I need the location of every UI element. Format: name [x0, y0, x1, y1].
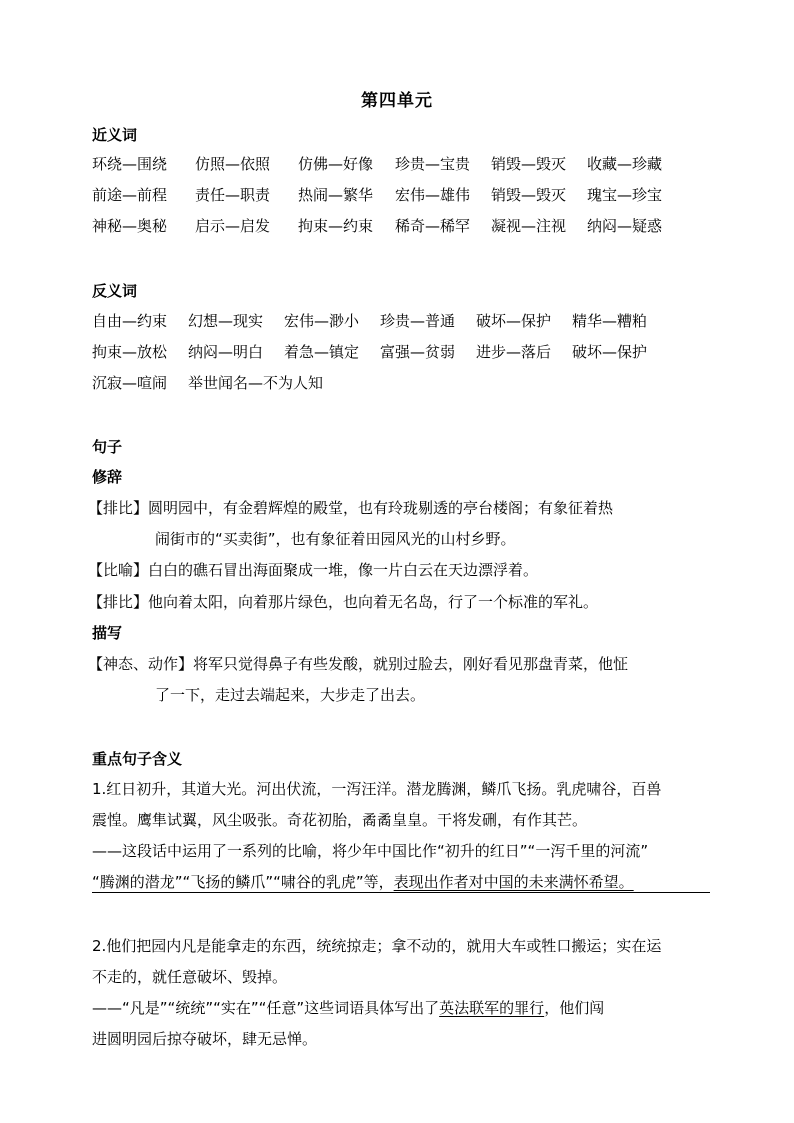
sentences-heading: 句子	[92, 438, 123, 456]
word-pair: 神秘—奥秘	[92, 217, 168, 235]
explanation-text: ——“凡是”“统统”“实在”“任意”这些词语具体写出了	[92, 999, 440, 1017]
rhetoric-text: 圆明园中，有金碧辉煌的殿堂，也有玲珑剔透的亭台楼阁；有象征着热	[148, 499, 614, 517]
word-pair: 启示—启发	[195, 217, 271, 235]
rhetoric-item-3	[88, 591, 598, 612]
key-sentence-2-line-1: 2.他们把园内凡是能拿走的东西，统统掠走；拿不动的，就用大车或牲口搬运；实在运	[92, 937, 662, 955]
word-pair: 拘束—放松	[92, 343, 168, 361]
rhetoric-tag: 【排比】	[88, 499, 149, 517]
key-sentence-1-explanation: ——这段话中运用了一系列的比喻，将少年中国比作“初升的红日”“一泻千里的河流”	[92, 842, 649, 860]
word-pair: 精华—糟粕	[572, 312, 648, 330]
description-item	[88, 653, 628, 674]
rhetoric-tag: 【排比】	[88, 593, 149, 611]
rhetoric-tag: 【比喻】	[88, 561, 149, 579]
word-pair: 稀奇—稀罕	[395, 217, 471, 235]
word-pair: 幻想—现实	[188, 312, 264, 330]
word-pair: 销毁—毁灭	[491, 155, 567, 173]
word-pair: 销毁—毁灭	[491, 186, 567, 204]
key-sentence-2-line-2: 不走的，就任意破坏、毁掉。	[92, 968, 288, 986]
key-sentence-1-line-2: 震惶。鹰隼试翼，风尘吸张。奇花初胎，矞矞皇皇。干将发硎，有作其芒。	[92, 811, 588, 829]
word-pair: 宏伟—渺小	[284, 312, 360, 330]
explanation-text: ，他们闯	[544, 999, 605, 1017]
word-pair: 环绕—围绕	[92, 155, 168, 173]
word-pair: 仿佛—好像	[298, 155, 374, 173]
word-pair: 责任—职责	[195, 186, 271, 204]
word-pair: 沉寂—喧闹	[92, 374, 168, 392]
description-text: 将军只觉得鼻子有些发酸，就别过脸去，刚好看见那盘青菜，他怔	[193, 655, 629, 673]
rhetoric-text: 他向着太阳，向着那片绿色，也向着无名岛，行了一个标准的军礼。	[148, 593, 599, 611]
synonyms-heading: 近义词	[92, 126, 138, 144]
key-sentences-heading: 重点句子含义	[92, 750, 183, 768]
key-sentence-2-explanation	[92, 997, 604, 1018]
word-pair: 自由—约束	[92, 312, 168, 330]
word-pair: 拘束—约束	[298, 217, 374, 235]
description-tag: 【神态、动作】	[88, 655, 194, 673]
word-pair: 举世闻名—不为人知	[188, 374, 324, 392]
explanation-underlined: 表现出作者对中国的未来满怀希望。	[393, 873, 634, 891]
word-pair: 瑰宝—珍宝	[587, 186, 663, 204]
description-heading: 描写	[92, 624, 123, 642]
antonyms-heading: 反义词	[92, 282, 138, 300]
word-pair: 珍贵—普通	[380, 312, 456, 330]
word-pair: 收藏—珍藏	[587, 155, 663, 173]
word-pair: 宏伟—雄伟	[395, 186, 471, 204]
unit-title: 第四单元	[361, 91, 433, 111]
rhetoric-item-1	[88, 497, 613, 518]
word-pair: 破坏—保护	[572, 343, 648, 361]
word-pair: 进步—落后	[476, 343, 552, 361]
word-pair: 仿照—依照	[195, 155, 271, 173]
divider-line	[92, 892, 710, 893]
explanation-text: “腾渊的潜龙”“飞扬的鳞爪”“啸谷的乳虎”等，	[92, 873, 394, 891]
word-pair: 富强—贫弱	[380, 343, 456, 361]
rhetoric-item-2	[88, 559, 538, 580]
explanation-underlined: 英法联军的罪行	[439, 999, 545, 1017]
description-item-cont: 了一下，走过去端起来，大步走了出去。	[155, 686, 426, 704]
word-pair: 纳闷—疑惑	[587, 217, 663, 235]
word-pair: 着急—镇定	[284, 343, 360, 361]
key-sentence-2-explanation-cont: 进圆明园后掠夺破坏，肆无忌惮。	[92, 1030, 318, 1048]
rhetoric-item-1-cont: 闹街市的“买卖街”，也有象征着田园风光的山村乡野。	[155, 530, 516, 548]
word-pair: 凝视—注视	[491, 217, 567, 235]
word-pair: 热闹—繁华	[298, 186, 374, 204]
key-sentence-1-explanation-cont	[92, 871, 634, 892]
word-pair: 纳闷—明白	[188, 343, 264, 361]
word-pair: 前途—前程	[92, 186, 168, 204]
word-pair: 破坏—保护	[476, 312, 552, 330]
word-pair: 珍贵—宝贵	[395, 155, 471, 173]
key-sentence-1-line-1: 1.红日初升，其道大光。河出伏流，一泻汪洋。潜龙腾渊，鳞爪飞扬。乳虎啸谷，百兽	[92, 780, 662, 798]
rhetoric-heading: 修辞	[92, 468, 123, 486]
rhetoric-text: 白白的礁石冒出海面聚成一堆，像一片白云在天边漂浮着。	[148, 561, 539, 579]
